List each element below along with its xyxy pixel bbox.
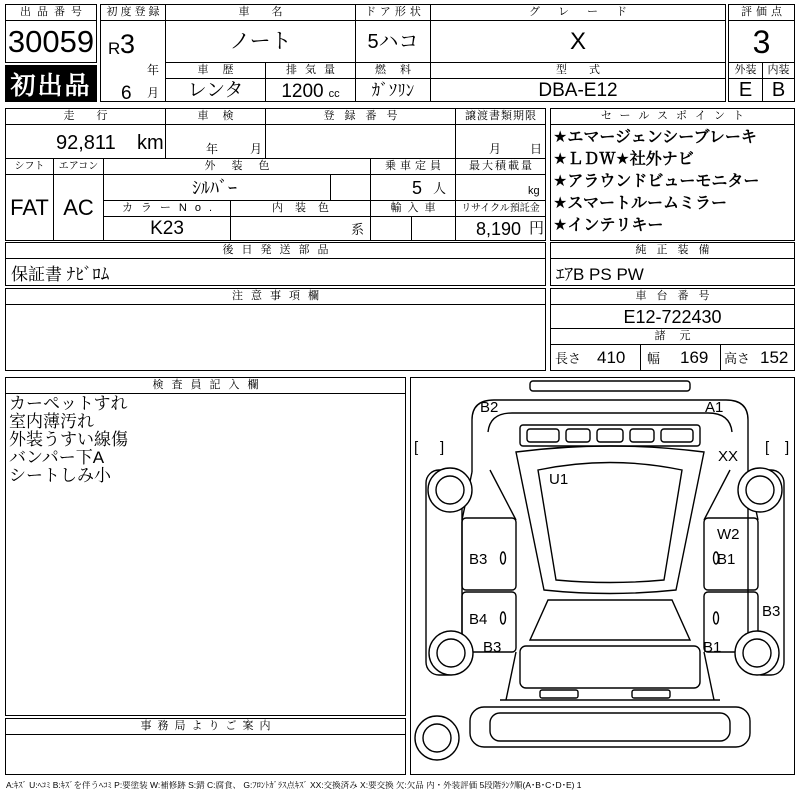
interior-grade-header: 内装 xyxy=(762,62,795,79)
inspector-note-line: カーペットすれ xyxy=(9,394,128,413)
sales-points-header: セールスポイント xyxy=(550,108,795,125)
inspector-notes-list xyxy=(9,395,399,485)
front-bumper xyxy=(530,381,690,391)
displacement-value: 1200 xyxy=(281,81,324,102)
capacity-value: 5 xyxy=(412,178,423,198)
exterior-color-value: ｼﾙﾊﾞｰ xyxy=(192,178,237,198)
registration-year-unit: 年 xyxy=(147,63,160,77)
wheel-hub xyxy=(743,639,771,667)
damage-mark: B1 xyxy=(703,639,722,656)
score-cell xyxy=(728,20,795,63)
car-name-header: 車名 xyxy=(165,4,356,21)
rear-lamp-left xyxy=(540,690,578,698)
notes-body xyxy=(5,304,546,371)
later-parts-value: 保証書 ﾅﾋﾞﾛﾑ xyxy=(5,258,546,286)
office-notice-header: 事務局よりご案内 xyxy=(5,718,406,735)
damage-mark: W2 xyxy=(717,526,740,543)
shift-header: シフト xyxy=(5,158,54,175)
car-name-value: ノート xyxy=(165,20,356,63)
rear-lamp-right xyxy=(632,690,670,698)
sales-point-item: ★アラウンドビューモニター xyxy=(553,173,760,190)
office-notice-body xyxy=(5,734,406,775)
score-value: 3 xyxy=(752,23,771,60)
door-handle xyxy=(714,612,719,624)
grille xyxy=(520,425,700,446)
rear-window xyxy=(530,600,690,640)
wheel-hub xyxy=(436,476,464,504)
spec-height-value: 152 xyxy=(760,348,789,367)
damage-mark: B1 xyxy=(717,551,736,568)
exterior-color-check-box xyxy=(330,174,371,201)
underbody-inner xyxy=(490,713,730,741)
grille-slot xyxy=(527,429,559,442)
history-header: 車歴 xyxy=(165,62,266,79)
damage-mark: B4 xyxy=(469,611,488,628)
chassis-no-header: 車台番号 xyxy=(550,288,795,305)
fuel-header: 燃料 xyxy=(355,62,431,79)
registration-month-unit: 月 xyxy=(147,86,160,100)
grille-slot xyxy=(597,429,623,442)
listing-number-header: 出品番号 xyxy=(5,4,97,21)
transfer-month-unit: 月 xyxy=(489,142,502,156)
max-load-unit: kg xyxy=(528,185,540,197)
inspection-header: 車検 xyxy=(165,108,266,125)
first-listing-badge: 初出品 xyxy=(5,65,97,102)
model-code-header: 型式 xyxy=(430,62,726,79)
spec-width-label: 幅 xyxy=(647,351,661,366)
registration-era: R xyxy=(108,39,121,58)
damage-mark: B3 xyxy=(469,551,488,568)
exterior-grade-header: 外装 xyxy=(728,62,763,79)
registration-no-cell xyxy=(265,124,456,159)
grade-value: X xyxy=(430,20,726,63)
recycle-fee-cell xyxy=(455,216,546,241)
listing-number: 30059 xyxy=(7,24,95,59)
exterior-grade-value: E xyxy=(728,78,763,102)
spec-height-label: 高さ xyxy=(724,351,751,366)
sales-points-list xyxy=(551,127,794,237)
wheel-hub xyxy=(437,639,465,667)
genuine-equipment-header: 純正装備 xyxy=(550,242,795,259)
interior-color-cell xyxy=(230,216,371,241)
diagram-frame xyxy=(411,378,795,775)
door-handle xyxy=(501,612,506,624)
spec-width-value: 169 xyxy=(680,348,709,367)
inspector-note-line: シートしみ小 xyxy=(9,466,111,485)
car-outline-svg xyxy=(410,377,795,775)
model-code-value: DBA-E12 xyxy=(430,78,726,102)
max-load-cell xyxy=(455,174,546,201)
wheel-hub xyxy=(746,476,774,504)
mileage-header: 走行 xyxy=(5,108,166,125)
grille-slot xyxy=(566,429,590,442)
registration-no-header: 登録番号 xyxy=(265,108,456,125)
later-parts-header: 後日発送部品 xyxy=(5,242,546,259)
color-no-value: K23 xyxy=(103,216,231,241)
mileage-value: 92,811 xyxy=(56,132,116,154)
grade-header: グレード xyxy=(430,4,726,21)
spec-width-cell xyxy=(640,344,721,371)
inspector-notes-header: 検査員記入欄 xyxy=(5,377,406,394)
notes-header: 注意事項欄 xyxy=(5,288,546,305)
inspection-cell xyxy=(165,124,266,159)
aircon-value: AC xyxy=(53,174,104,241)
door-shape-value: 5ハコ xyxy=(355,20,431,63)
shift-value: FAT xyxy=(5,174,54,241)
interior-color-header: 内装色 xyxy=(230,200,371,217)
spec-length-value: 410 xyxy=(597,348,626,367)
damage-mark: U1 xyxy=(549,471,569,488)
displacement-header: 排気量 xyxy=(265,62,356,79)
first-registration-header: 初度登録 xyxy=(100,4,166,21)
color-no-header: カラーNo. xyxy=(103,200,231,217)
spec-length-label: 長さ xyxy=(555,351,582,366)
recycle-fee-value: 8,190 xyxy=(476,219,522,239)
inspection-month-unit: 月 xyxy=(250,142,263,156)
damage-mark: B3 xyxy=(483,639,502,656)
spec-length-cell xyxy=(550,344,641,371)
first-registration-cell xyxy=(100,20,166,102)
door-handle xyxy=(501,552,506,564)
recycle-fee-header: リサイクル預託金 xyxy=(455,200,546,217)
grille-slot xyxy=(630,429,654,442)
chassis-no-value: E12-722430 xyxy=(550,304,795,329)
inspector-note-line: 外装うすい線傷 xyxy=(9,430,128,449)
right-a-pillar xyxy=(704,470,730,520)
transfer-deadline-header: 譲渡書類期限 xyxy=(455,108,546,125)
listing-number-cell xyxy=(5,20,97,63)
mileage-unit: km xyxy=(137,132,164,154)
mileage-cell xyxy=(5,124,166,159)
max-load-header: 最大積載量 xyxy=(455,158,546,175)
specs-header: 諸元 xyxy=(550,328,795,345)
bracket-open: [ xyxy=(765,439,770,456)
interior-color-suffix: 系 xyxy=(351,222,365,237)
bracket-open: [ xyxy=(414,439,419,456)
transfer-deadline-cell xyxy=(455,124,546,159)
interior-grade-value: B xyxy=(762,78,795,102)
sales-point-item: ★インテリキー xyxy=(553,217,664,234)
aircon-header: エアコン xyxy=(53,158,104,175)
damage-mark: XX xyxy=(718,448,739,465)
displacement-cell xyxy=(265,78,356,102)
exterior-color-header: 外装色 xyxy=(103,158,371,175)
history-value: レンタ xyxy=(165,78,266,102)
displacement-unit: cc xyxy=(328,88,340,100)
wheel-hub xyxy=(423,724,451,752)
car-damage-diagram xyxy=(410,377,795,775)
sales-point-item: ★エマージェンシーブレーキ xyxy=(553,129,757,146)
capacity-header: 乗車定員 xyxy=(370,158,456,175)
spec-height-cell xyxy=(720,344,795,371)
sales-point-item: ★ＬＤＷ★社外ナビ xyxy=(553,151,694,168)
inspector-note-line: 室内薄汚れ xyxy=(9,412,94,431)
bracket-close: ] xyxy=(440,439,445,456)
imported-header: 輸入車 xyxy=(370,200,456,217)
door-shape-header: ドア形状 xyxy=(355,4,431,21)
registration-year: 3 xyxy=(120,29,136,59)
damage-mark: A1 xyxy=(705,399,724,416)
genuine-equipment-value: ｴｱB PS PW xyxy=(550,258,795,286)
damage-code-legend: A:ｷｽﾞ U:ﾍｺﾐ B:ｷｽﾞを伴うﾍｺﾐ P:要塗装 W:補修跡 S:錆 C:腐食、 G:ﾌﾛﾝﾄｶﾞﾗｽ点ｷｽﾞ XX:交換済み X:要交換 欠:欠品 内・外装評価 5段階ﾗﾝｸ順(A･B･C･D･E) 1 xyxy=(6,781,582,790)
capacity-cell xyxy=(370,174,456,201)
recycle-fee-unit: 円 xyxy=(529,220,545,237)
grille-slot xyxy=(661,429,693,442)
damage-mark: B3 xyxy=(762,603,781,620)
sales-point-item: ★スマートルームミラー xyxy=(553,195,728,212)
transfer-day-unit: 日 xyxy=(530,142,543,156)
inspector-note-line: バンパー下A xyxy=(9,448,105,467)
left-a-pillar xyxy=(490,470,516,520)
capacity-unit: 人 xyxy=(433,181,447,196)
rear-quarter-lines xyxy=(506,652,714,700)
score-header: 評価点 xyxy=(728,4,795,21)
fuel-value: ｶﾞｿﾘﾝ xyxy=(355,78,431,102)
registration-month: 6 xyxy=(121,83,132,102)
imported-check-box xyxy=(411,216,456,241)
inspection-year-unit: 年 xyxy=(206,142,219,156)
rear-hatch xyxy=(520,646,700,688)
damage-mark: B2 xyxy=(480,399,499,416)
bracket-close: ] xyxy=(785,439,790,456)
